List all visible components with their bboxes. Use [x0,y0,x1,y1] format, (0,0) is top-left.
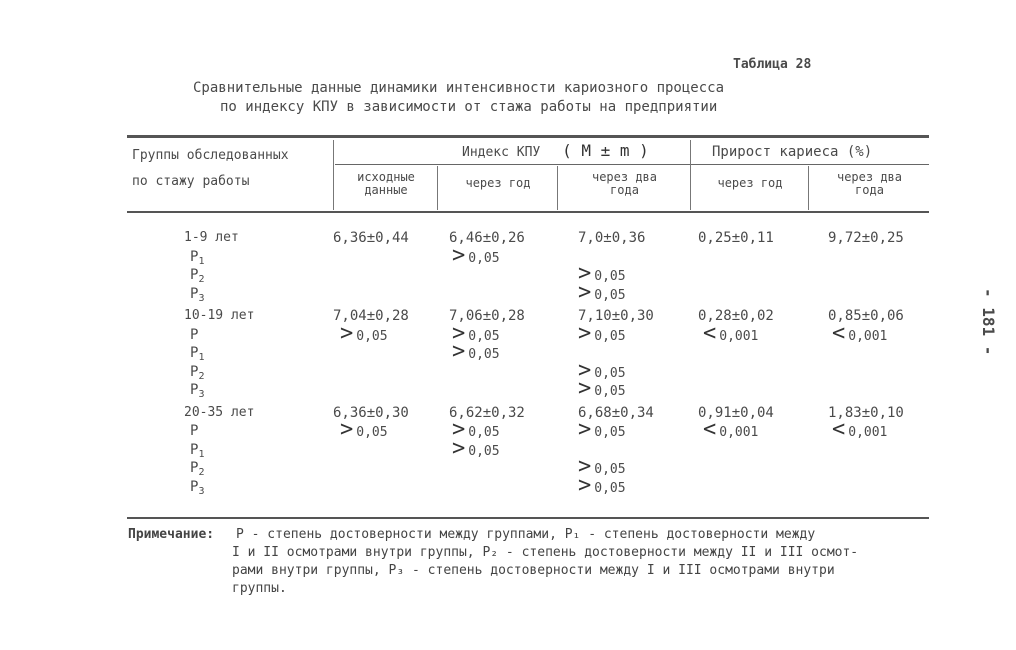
p-subscript: 2 [198,467,205,478]
header-sub-label: исходные [357,170,415,184]
value-cell: 0,85±0,06 [828,308,904,324]
p-subscript: 1 [198,352,205,363]
p-value-cell [703,419,758,441]
p-subscript: 2 [198,274,205,285]
p-letter: P [190,285,199,302]
value-cell: 7,0±0,36 [578,230,646,246]
p-letter: P [190,326,199,343]
p-value-cell [578,320,626,346]
p-letter: P [190,382,199,398]
note-line: P - степень достоверности между группами, P₁ - степень достоверности между [236,527,816,542]
value-cell: 6,46±0,26 [449,230,525,246]
header-vline [808,166,809,210]
header-sub-label: года [855,183,884,197]
value-cell: 0,25±0,11 [698,230,774,246]
p-subscript: 3 [198,485,205,497]
header-top-rule [127,135,929,138]
header-mid-rule [335,164,929,165]
p-letter: P [190,248,199,265]
p-value-cell [832,320,888,346]
p-subscript: 3 [198,292,205,304]
less-than-symbol: < [703,417,717,442]
title-line: Сравнительные данные динамики интенсивности кариозного процесса [193,80,725,96]
p-value-text: 0,001 [719,425,759,440]
index-formula: ( М ± m ) [562,141,649,160]
greater-than-symbol: > [452,417,466,442]
value-cell: 6,68±0,34 [578,404,654,421]
less-than-symbol: < [703,320,717,346]
value-cell: 7,06±0,28 [449,308,525,324]
p-label [190,479,204,497]
p-label [190,249,204,267]
p-value-text: 0,001 [848,328,888,344]
p-label [190,442,204,460]
header-vline [333,140,334,210]
value-cell: 1,83±0,10 [828,404,904,421]
p-value-cell [578,279,626,305]
table-bottom-rule [127,517,929,519]
header-sub-label: через год [465,176,531,190]
greater-than-symbol: > [578,472,592,498]
greater-than-symbol: > [452,339,466,364]
value-cell: 7,10±0,30 [578,308,654,324]
p-letter: P [190,478,199,495]
p-value-text: 0,05 [594,480,626,496]
note-line: рами внутри группы, P₃ - степень достоверности между I и III осмотрами внутри [232,563,835,578]
p-value-cell [452,242,500,268]
greater-than-symbol: > [452,435,466,461]
greater-than-symbol: > [578,417,592,442]
p-value-text: 0,05 [468,425,500,440]
p-subscript: 2 [198,370,205,382]
greater-than-symbol: > [578,357,592,383]
p-value-text: 0,05 [468,250,500,266]
header-sub-label: года [610,183,639,197]
header-vline [690,140,691,210]
p-subscript: 1 [198,255,205,267]
p-letter: P [190,460,199,476]
p-letter: P [190,423,199,439]
header-vline [437,166,438,210]
p-label [190,423,198,439]
header-vline [557,166,558,210]
p-value-text: 0,05 [468,347,500,362]
greater-than-symbol: > [452,242,466,268]
p-value-text: 0,05 [594,462,626,477]
p-value-cell [578,472,626,498]
p-value-cell [578,378,626,400]
less-than-symbol: < [832,417,846,442]
table-label: Таблица 28 [733,57,812,72]
value-cell: 0,28±0,02 [698,308,774,324]
p-value-text: 0,05 [468,443,500,459]
p-label [190,327,198,343]
header-bottom-rule [127,211,929,213]
header-growth-title: Прирост кариеса (%) [712,144,873,160]
greater-than-symbol: > [452,320,466,346]
greater-than-symbol: > [578,279,592,305]
greater-than-symbol: > [578,454,592,479]
group-label: 10-19 лет [184,308,255,323]
p-letter: P [190,345,199,361]
p-value-cell [340,320,388,346]
p-label [190,267,204,285]
header-sub-label: через год [717,176,783,190]
p-value-cell [832,419,887,441]
title-line: по индексу КПУ в зависимости от стажа работы на предприятии [220,99,718,115]
p-value-cell [703,320,759,346]
p-value-text: 0,05 [356,425,388,440]
p-value-text: 0,05 [594,365,626,381]
value-cell: 9,72±0,25 [828,230,904,246]
value-cell: 7,04±0,28 [333,308,409,324]
value-cell: 6,36±0,30 [333,404,409,421]
greater-than-symbol: > [340,417,354,442]
p-value-text: 0,05 [594,269,626,284]
p-value-cell [578,419,626,441]
p-value-text: 0,05 [594,425,626,440]
group-label: 1-9 лет [184,230,239,245]
p-subscript: 1 [198,448,205,460]
p-value-text: 0,001 [848,425,888,440]
header-index-title [462,141,649,160]
header-sub-label: через два [836,170,903,184]
note-label: Примечание: [128,527,215,542]
p-value-text: 0,05 [594,287,626,303]
note-line: I и II осмотрами внутри группы, P₂ - степень достоверности между II и III осмот- [232,545,859,560]
index-title-text: Индекс КПУ [462,145,541,160]
less-than-symbol: < [832,320,846,346]
p-label [190,382,204,400]
note-line: группы. [232,581,287,596]
greater-than-symbol: > [340,320,354,346]
p-value-cell [452,341,500,363]
header-group-col: по стажу работы [132,174,250,189]
p-letter: P [190,267,199,283]
p-value-cell [452,435,500,461]
p-label [190,345,204,363]
p-label [190,286,204,304]
p-label [190,364,204,382]
p-letter: P [190,363,199,380]
p-value-text: 0,05 [594,384,626,399]
p-value-cell [340,419,388,441]
p-value-text: 0,05 [468,328,500,344]
p-letter: P [190,441,199,458]
header-sub-label: через два [591,170,658,184]
value-cell: 6,62±0,32 [449,404,525,421]
p-value-text: 0,001 [719,328,759,344]
header-group-col: Группы обследованных [132,148,289,163]
greater-than-symbol: > [578,261,592,286]
p-value-text: 0,05 [356,328,388,344]
group-label: 20-35 лет [184,404,255,420]
p-value-text: 0,05 [594,328,626,344]
p-label [190,460,204,478]
page-number: - 181 - [979,288,998,356]
value-cell: 0,91±0,04 [698,404,774,421]
header-sub-label: данные [364,183,408,197]
greater-than-symbol: > [578,376,592,401]
greater-than-symbol: > [578,320,592,346]
p-subscript: 3 [198,389,205,400]
value-cell: 6,36±0,44 [333,230,409,246]
